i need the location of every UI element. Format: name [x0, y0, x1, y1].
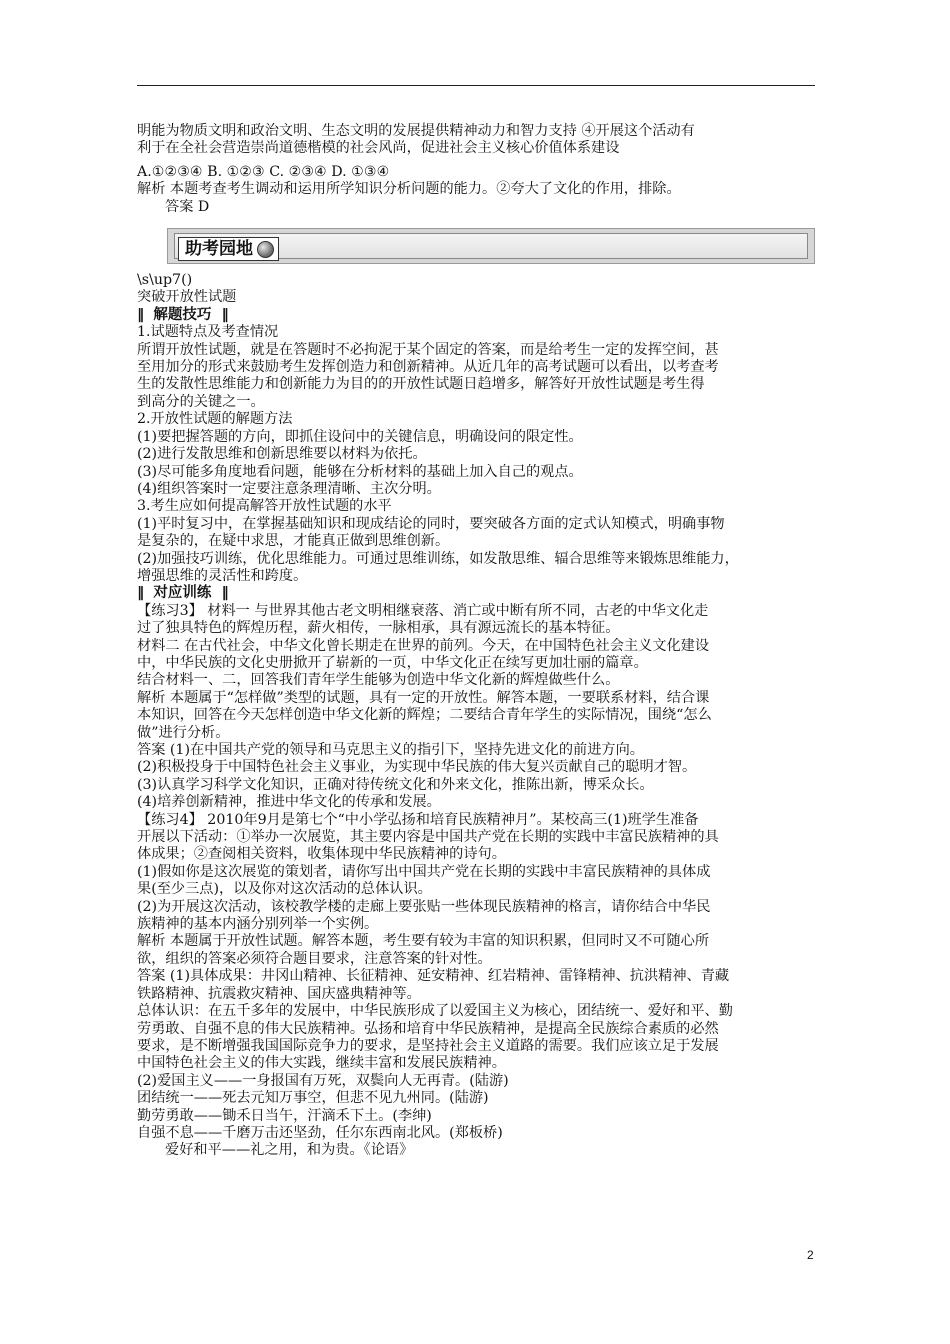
text-line: 要求，是不断增强我国国际竞争力的要求，是坚持社会主义道路的需要。我们应该立足于发展 [137, 1037, 719, 1054]
section-heading-tips: ‖ 解题技巧 ‖ [137, 306, 228, 323]
text-line: 欲，组织的答案必须符合题目要求，注意答案的针对性。 [137, 950, 492, 967]
text-line: 勤劳勇敢——锄禾日当午，汗滴禾下土。(李绅) [137, 1107, 432, 1124]
text-line: (2)积极投身于中国特色社会主义事业，为实现中华民族的伟大复兴贡献自己的聪明才智。 [137, 759, 697, 776]
text-line: 至用加分的形式来鼓励考生发挥创造力和创新精神。从近几年的高考试题可以看出，以考查考 [137, 359, 719, 376]
text-line: (1)假如你是这次展览的策划者，请你写出中国共产党在长期的实践中丰富民族精神的具体成 [137, 863, 711, 880]
answer-text: 答案 D [165, 198, 210, 215]
text-line: 3.考生应如何提高解答开放性试题的水平 [137, 498, 392, 515]
text-line: 2.开放性试题的解题方法 [137, 411, 293, 428]
answer-options: A.①②③④ B. ①②③ C. ②③④ D. ①③④ [137, 163, 390, 180]
text-line: (2)为开展这次活动，该校教学楼的走廊上要张贴一些体现民族精神的格言，请你结合中华民 [137, 898, 711, 915]
text-line: 【练习3】 材料一 与世界其他古老文明相继衰落、消亡或中断有所不同，古老的中华文化走 [137, 602, 709, 619]
text-line: 体成果；②查阅相关资料，收集体现中华民族精神的诗句。 [137, 846, 506, 863]
field-code: \s\up7() [137, 272, 193, 289]
text-line: 团结统一——死去元知万事空，但悲不见九州同。(陆游) [137, 1090, 489, 1107]
text-line: 总体认识：在五千多年的发展中，中华民族形成了以爱国主义为核心，团结统一、爱好和平、勤 [137, 1003, 733, 1020]
text-line: 1.试题特点及考查情况 [137, 324, 279, 341]
text-line: 所谓开放性试题，就是在答题时不必拘泥于某个固定的答案，而是给考生一定的发挥空间，甚 [137, 341, 719, 358]
text-line: 开展以下活动：①举办一次展览，其主要内容是中国共产党在长期的实践中丰富民族精神的具 [137, 829, 719, 846]
text-line: 生的发散性思维能力和创新能力为目的的开放性试题日趋增多，解答好开放性试题是考生得 [137, 376, 705, 393]
header-rule [137, 85, 815, 86]
text-line: (2)爱国主义——一身报国有万死，双鬓向人无再青。(陆游) [137, 1072, 509, 1089]
circle-icon [257, 241, 274, 258]
text-line: 铁路精神、抗震救灾精神、国庆盛典精神等。 [137, 985, 421, 1002]
text-line: 答案 (1)具体成果：井冈山精神、长征精神、延安精神、红岩精神、雷锋精神、抗洪精神、青藏 [137, 968, 730, 985]
section-banner [167, 228, 815, 264]
text-line: 解析 本题属于开放性试题。解答本题，考生要有较为丰富的知识积累，但同时又不可随心所 [137, 933, 710, 950]
text-line: (4)组织答案时一定要注意条理清晰、主次分明。 [137, 480, 441, 497]
banner-label: 助考园地 [178, 237, 279, 261]
text-line: 爱好和平——礼之用，和为贵。《论语》 [165, 1142, 414, 1159]
text-line: (1)要把握答题的方向，即抓住设问中的关键信息，明确设问的限定性。 [137, 428, 583, 445]
text-line: 是复杂的，在疑中求思，才能真正做到思维创新。 [137, 533, 450, 550]
text-line: 增强思维的灵活性和跨度。 [137, 567, 308, 584]
text-line: (3)认真学习科学文化知识，正确对待传统文化和外来文化，推陈出新，博采众长。 [137, 776, 654, 793]
text-line: (2)进行发散思维和创新思维要以材料为依托。 [137, 446, 427, 463]
text-line: 【练习4】 2010年9月是第七个“中小学弘扬和培育民族精神月”。某校高三(1)班学生准备 [137, 811, 699, 828]
text-line: 中，中华民族的文化史册掀开了崭新的一页，中华文化正在续写更加壮丽的篇章。 [137, 654, 648, 671]
text-line: 果(至少三点)，以及你对这次活动的总体认识。 [137, 881, 432, 898]
text-line: 解析 本题属于“怎样做”类型的试题，具有一定的开放性。解答本题，一要联系材料，结合课 [137, 689, 710, 706]
topic-title: 突破开放性试题 [137, 289, 237, 306]
text-line: 族精神的基本内涵分别列举一个实例。 [137, 916, 379, 933]
text-line: 结合材料一、二，回答我们青年学生能够为创造中华文化新的辉煌做些什么。 [137, 672, 620, 689]
text-line: 到高分的关键之一。 [137, 393, 265, 410]
text-line: 材料二 在古代社会，中华文化曾长期走在世界的前列。今天，在中国特色社会主义文化建设 [137, 637, 710, 654]
text-line: 自强不息——千磨万击还坚劲，任尔东西南北风。(郑板桥) [137, 1124, 503, 1141]
text-line: 中国特色社会主义的伟大实践，继续丰富和发展民族精神。 [137, 1055, 506, 1072]
text-line: 明能为物质文明和政治文明、生态文明的发展提供精神动力和智力支持 ④开展这个活动有 [137, 123, 695, 139]
text-line: 做”进行分析。 [137, 724, 230, 741]
text-line: 答案 (1)在中国共产党的领导和马克思主义的指引下，坚持先进文化的前进方向。 [137, 742, 644, 758]
analysis-text: 解析 本题考查考生调动和运用所学知识分析问题的能力。②夸大了文化的作用，排除。 [137, 181, 681, 198]
text-line: 本知识，回答在今天怎样创造中华文化新的辉煌；二要结合青年学生的实际情况，围绕“怎么 [137, 707, 712, 724]
text-line: 过了独具特色的辉煌历程，薪火相传，一脉相承，具有源远流长的基本特征。 [137, 620, 620, 637]
text-line: 劳勇敢、自强不息的伟大民族精神。弘扬和培育中华民族精神，是提高全民族综合素质的必然 [137, 1020, 719, 1037]
text-line: (1)平时复习中，在掌握基础知识和现成结论的同时，要突破各方面的定式认知模式，明确事物 [137, 515, 725, 532]
text-line: (4)培养创新精神，推进中华文化的传承和发展。 [137, 794, 441, 811]
text-line: 利于在全社会营造崇尚道德楷模的社会风尚，促进社会主义核心价值体系建设 [137, 140, 620, 157]
section-heading-practice: ‖ 对应训练 ‖ [137, 585, 228, 602]
text-line: (3)尽可能多角度地看问题，能够在分析材料的基础上加入自己的观点。 [137, 463, 583, 480]
text-line: (2)加强技巧训练，优化思维能力。可通过思维训练，如发散思维、辐合思维等来锻炼思维能力， [137, 550, 739, 567]
page-number: 2 [807, 1248, 814, 1262]
page-content [137, 123, 827, 1160]
